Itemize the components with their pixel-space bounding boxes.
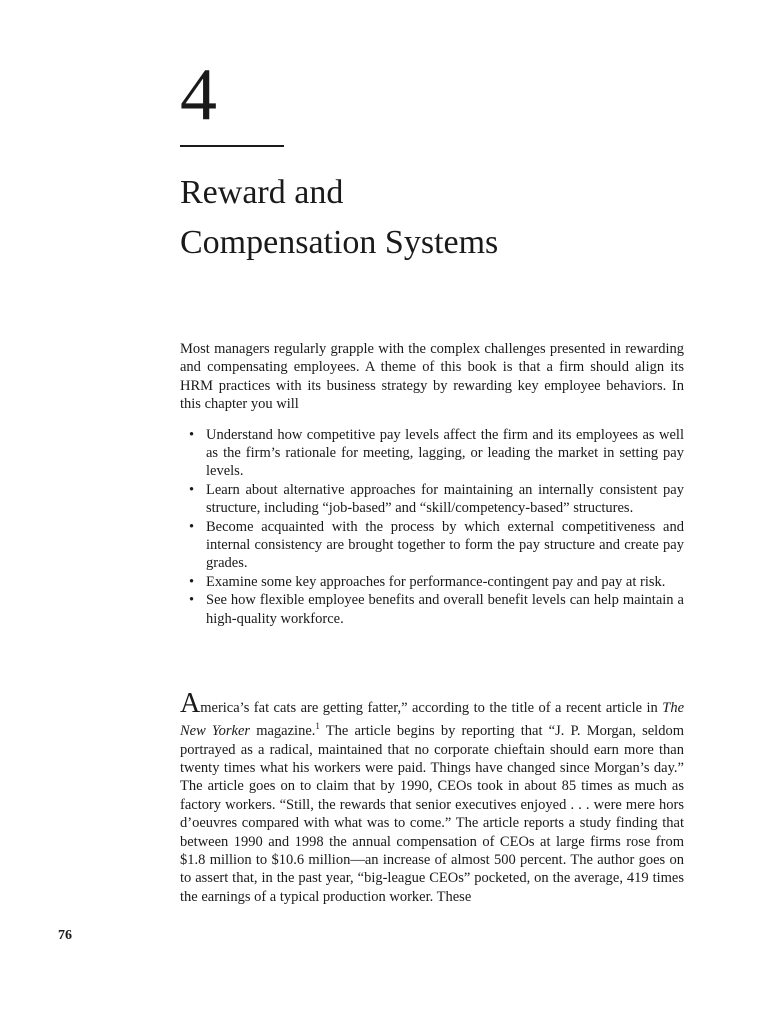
chapter-title — [180, 168, 498, 268]
footnote-marker: 1 — [315, 721, 320, 732]
body-text-segment: merica’s fat cats are getting fatter,” according to the title of a recent article in — [200, 700, 663, 716]
page-number: 76 — [58, 928, 72, 943]
drop-cap: A — [180, 688, 201, 719]
chapter-number: 4 — [180, 54, 217, 136]
chapter-intro — [180, 340, 684, 628]
objective-text: Become acquainted with the process by which external competitiveness and internal consistency are brought together to form the pay structure and create pay grades. — [206, 518, 684, 572]
objective-item — [180, 591, 684, 628]
chapter-title-line-1: Reward and — [180, 174, 344, 211]
objective-text: Learn about alternative approaches for maintaining an internally consistent pay structure, including “job-based” and “skill/competency-based” structures. — [206, 481, 684, 517]
bullet-icon: • — [189, 573, 195, 590]
objective-text: Examine some key approaches for performance-contingent pay and pay at risk. — [206, 573, 666, 590]
body-text-segment: magazine. — [250, 723, 316, 740]
body-text — [180, 688, 684, 906]
objective-text: See how flexible employee benefits and overall benefit levels can help maintain a high-quality workforce. — [206, 592, 684, 627]
objective-item — [180, 518, 684, 573]
chapter-rule — [180, 145, 284, 147]
objective-item — [180, 481, 684, 518]
body-paragraph — [180, 688, 684, 906]
objective-item — [180, 573, 684, 591]
bullet-icon: • — [189, 481, 195, 498]
bullet-icon: • — [189, 426, 195, 443]
intro-paragraph: Most managers regularly grapple with the complex challenges presented in rewarding and compensating employees. A theme of this book is that a firm should align its HRM practices with its business strategy by rewarding key employee behaviors. In this chapter you will — [180, 341, 684, 413]
body-text-segment: The article begins by reporting that “J. P. Morgan, seldom portrayed as a radical, maintained that no corporate chieftain should earn more than twenty times what his workers were paid. Things have changed since Morgan’s day.” The article goes on to claim that by 1990, CEOs took in about 85 times as much as factory workers. “Still, the rewards that senior executives enjoyed . . . were mere hors d’oeuvres compared with what was to come.” The article reports a study finding that between 1990 and 1998 the annual compensation of CEOs at large firms rose from $1.8 million to $10.6 million—an increase of almost 500 percent. The author goes on to assert that, in the past year, “big-league CEOs” pocketed, on the average, 419 times the earnings of a typical production worker. These — [180, 723, 684, 905]
magazine-title: The New Yorker — [180, 700, 684, 740]
bullet-icon: • — [189, 518, 195, 535]
learning-objectives-list — [180, 426, 684, 628]
objective-text: Understand how competitive pay levels affect the firm and its employees as well as the firm’s rationale for meeting, lagging, or leading the market in setting pay levels. — [206, 426, 684, 480]
chapter-title-line-2: Compensation Systems — [180, 224, 499, 261]
bullet-icon: • — [189, 592, 195, 609]
objective-item — [180, 426, 684, 481]
